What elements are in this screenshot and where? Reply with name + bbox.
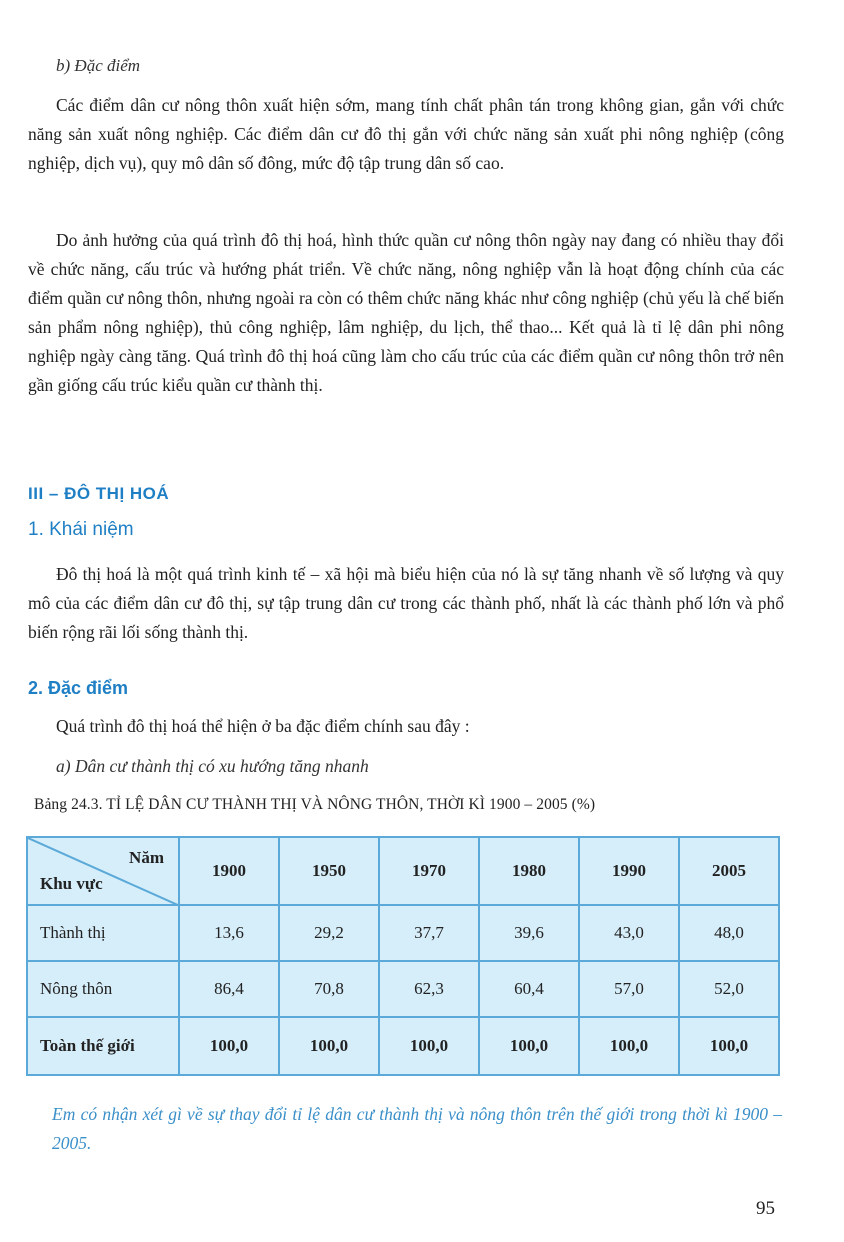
point-a-heading: a) Dân cư thành thị có xu hướng tăng nhanh: [56, 756, 369, 776]
year-header: 1900: [179, 837, 279, 905]
table-cell: 43,0: [579, 905, 679, 961]
table-cell: 57,0: [579, 961, 679, 1017]
year-header: 1980: [479, 837, 579, 905]
subsection-title-features: 2. Đặc điểm: [28, 678, 129, 698]
corner-label-region: Khu vực: [40, 874, 103, 893]
table-cell: 100,0: [679, 1017, 779, 1075]
table-row-rural: [27, 961, 779, 1017]
urban-rural-table: [26, 836, 780, 1076]
year-header: 1990: [579, 837, 679, 905]
corner-label-year: Năm: [129, 848, 164, 867]
review-question: Em có nhận xét gì về sự thay đổi tỉ lệ dân cư thành thị và nông thôn trên thế giới trong thời kì 1900 – 2005.: [52, 1104, 782, 1153]
table-cell: 100,0: [279, 1017, 379, 1075]
year-header: 2005: [679, 837, 779, 905]
table-header-row: [27, 837, 779, 905]
page-number: 95: [756, 1198, 775, 1219]
subsection-title-concept: 1. Khái niệm: [28, 519, 134, 540]
paragraph-rural-changes: Do ảnh hưởng của quá trình đô thị hoá, hình thức quần cư nông thôn ngày nay đang có nhiều thay đổi về chức năng, cấu trúc và hướng phát triển. Về chức năng, nông nghiệp vẫn là hoạt động chính của các điểm quần cư nông thôn, nhưng ngoài ra còn có thêm chức năng khác như công nghiệp (chủ yếu là chế biến sản phẩm nông nghiệp), thủ công nghiệp, lâm nghiệp, du lịch, thể thao... Kết quả là tỉ lệ dân phi nông nghiệp ngày càng tăng. Quá trình đô thị hoá cũng làm cho cấu trúc của các điểm quần cư nông thôn trở nên gần giống cấu trúc kiểu quần cư thành thị.: [28, 230, 784, 395]
table-cell: 60,4: [479, 961, 579, 1017]
table-cell: 100,0: [179, 1017, 279, 1075]
table-cell: 100,0: [479, 1017, 579, 1075]
row-label: Thành thị: [27, 905, 179, 961]
table-cell: 13,6: [179, 905, 279, 961]
paragraph-urbanization-definition: Đô thị hoá là một quá trình kinh tế – xã hội mà biểu hiện của nó là sự tăng nhanh về số lượng và quy mô của các điểm dân cư đô thị, sự tập trung dân cư trong các thành phố, nhất là các thành phố lớn và phổ biến rộng rãi lối sống thành thị.: [28, 564, 784, 642]
table-row-urban: [27, 905, 779, 961]
year-header: 1950: [279, 837, 379, 905]
table-corner-cell: [27, 837, 179, 905]
table-cell: 62,3: [379, 961, 479, 1017]
table-row-world-total: [27, 1017, 779, 1075]
table-cell: 100,0: [579, 1017, 679, 1075]
table-cell: 48,0: [679, 905, 779, 961]
row-label: Nông thôn: [27, 961, 179, 1017]
table-cell: 86,4: [179, 961, 279, 1017]
table-cell: 100,0: [379, 1017, 479, 1075]
table-cell: 37,7: [379, 905, 479, 961]
table-caption: Bảng 24.3. TỈ LỆ DÂN CƯ THÀNH THỊ VÀ NÔNG THÔN, THỜI KÌ 1900 – 2005 (%): [34, 796, 596, 813]
table-cell: 39,6: [479, 905, 579, 961]
features-intro: Quá trình đô thị hoá thể hiện ở ba đặc điểm chính sau đây :: [56, 716, 470, 736]
paragraph-settlement-features: Các điểm dân cư nông thôn xuất hiện sớm, mang tính chất phân tán trong không gian, gắn với chức năng sản xuất nông nghiệp. Các điểm dân cư đô thị gắn với chức năng sản xuất phi nông nghiệp (công nghiệp, dịch vụ), quy mô dân số đông, mức độ tập trung dân số cao.: [28, 95, 784, 173]
table-cell: 29,2: [279, 905, 379, 961]
year-header: 1970: [379, 837, 479, 905]
row-label: Toàn thế giới: [27, 1017, 179, 1075]
table-cell: 70,8: [279, 961, 379, 1017]
table-cell: 52,0: [679, 961, 779, 1017]
subsection-b-heading: b) Đặc điểm: [56, 56, 141, 75]
section-title-urbanization: III – ĐÔ THỊ HOÁ: [28, 484, 170, 503]
